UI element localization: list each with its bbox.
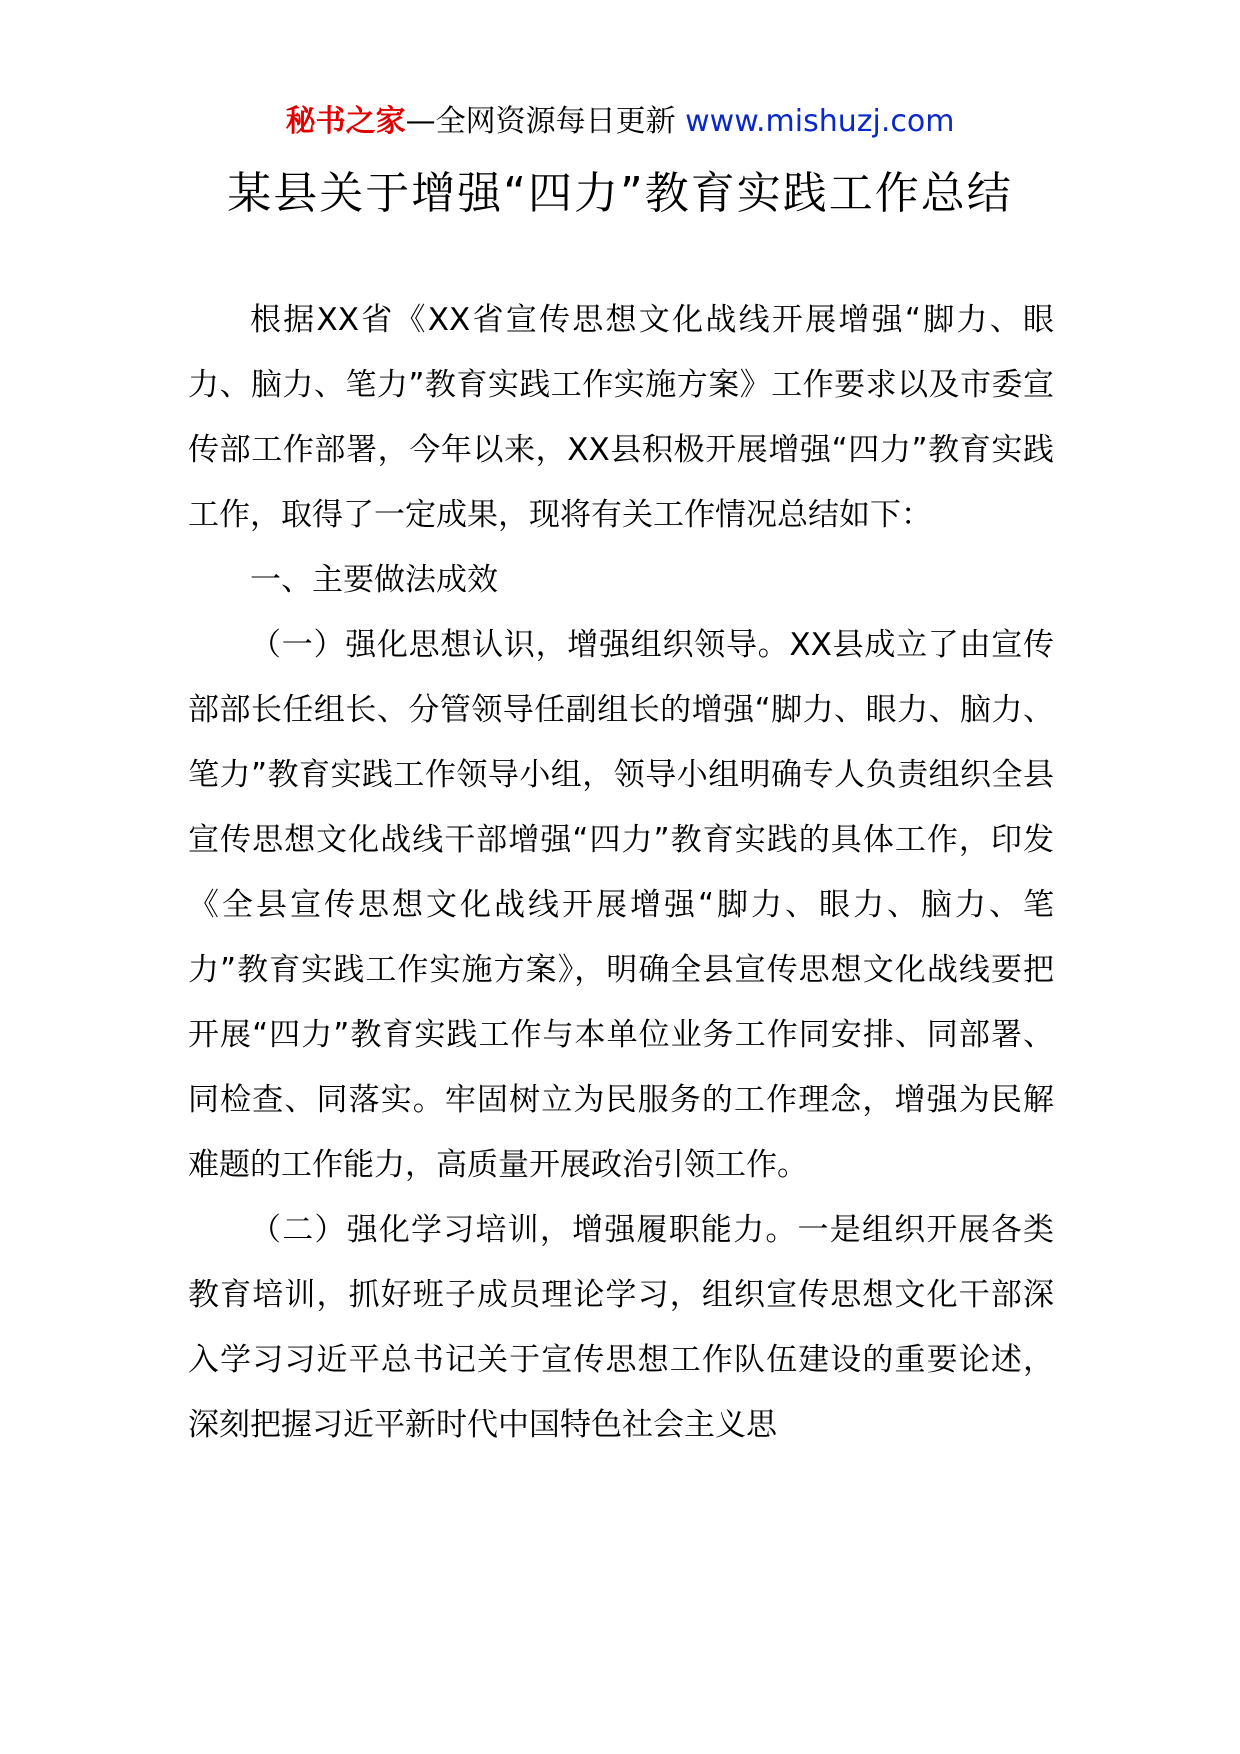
paragraph-section-2: （二）强化学习培训，增强履职能力。一是组织开展各类教育培训，抓好班子成员理论学习，组织宣传思想文化干部深入学习习近平总书记关于宣传思想工作队伍建设的重要论述，深刻把握习近平新时代中国特色社会主义思 bbox=[188, 1212, 1054, 1443]
site-url-link[interactable]: www.mishuzj.com bbox=[685, 104, 955, 139]
site-header bbox=[0, 100, 1240, 144]
site-brand: 秘书之家 bbox=[285, 104, 406, 139]
paragraph-intro: 根据XX省《XX省宣传思想文化战线开展增强“脚力、眼力、脑力、笔力”教育实践工作实施方案》工作要求以及市委宣传部工作部署，今年以来，XX县积极开展增强“四力”教育实践工作，取得了一定成果，现将有关工作情况总结如下： bbox=[188, 302, 1054, 533]
paragraph-section-1: （一）强化思想认识，增强组织领导。XX县成立了由宣传部部长任组长、分管领导任副组长的增强“脚力、眼力、脑力、笔力”教育实践工作领导小组，领导小组明确专人负责组织全县宣传思想文化战线干部增强“四力”教育实践的具体工作，印发《全县宣传思想文化战线开展增强“脚力、眼力、脑力、笔力”教育实践工作实施方案》，明确全县宣传思想文化战线要把开展“四力”教育实践工作与本单位业务工作同安排、同部署、同检查、同落实。牢固树立为民服务的工作理念，增强为民解难题的工作能力，高质量开展政治引领工作。 bbox=[188, 627, 1054, 1183]
section-heading-main-practices: 一、主要做法成效 bbox=[250, 562, 498, 598]
document-body bbox=[188, 288, 1054, 1458]
site-tagline: —全网资源每日更新 bbox=[405, 104, 686, 139]
document-title: 某县关于增强“四力”教育实践工作总结 bbox=[227, 168, 1013, 219]
